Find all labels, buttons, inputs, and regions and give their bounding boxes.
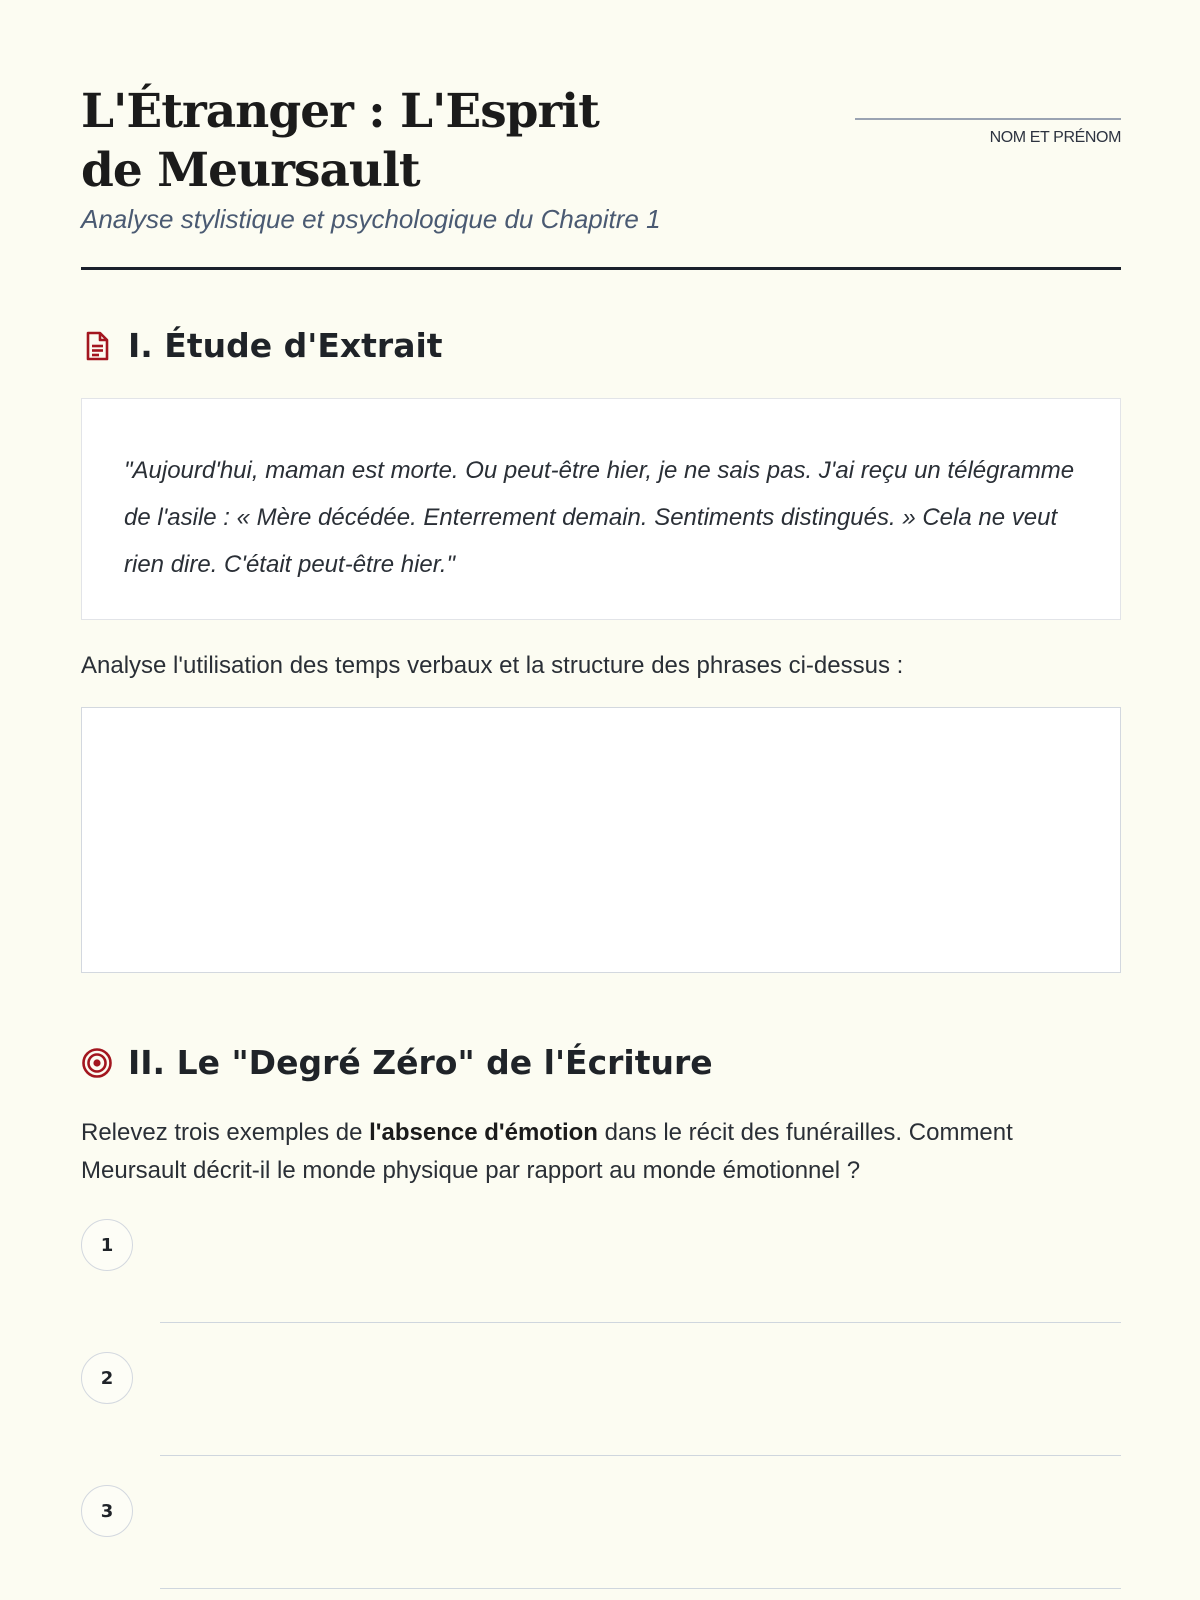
target-icon <box>81 1047 113 1079</box>
analysis-answer-box[interactable] <box>81 707 1121 973</box>
section-1-title <box>81 326 443 365</box>
answer-line[interactable] <box>160 1588 1121 1589</box>
section-2-prompt <box>81 1114 1041 1190</box>
section-2-title-text: II. Le "Degré Zéro" de l'Écriture <box>128 1043 713 1082</box>
answer-number-badge: 1 <box>81 1219 133 1271</box>
answer-row-1[interactable] <box>81 1219 1121 1353</box>
section-2-prompt-end: dans le récit des funérailles. Comment Meursault décrit-il le monde physique par rapport au monde émotionnel ? <box>81 1119 1013 1184</box>
section-2-title <box>81 1043 713 1082</box>
extract-quote: "Aujourd'hui, maman est morte. Ou peut-être hier, je ne sais pas. J'ai reçu un télégramme de l'asile : « Mère décédée. Enterrement demain. Sentiments distingués. » Cela ne veut rien dire. C'était peut-être hier." <box>124 457 1075 578</box>
page-subtitle: Analyse stylistique et psychologique du Chapitre 1 <box>81 204 661 234</box>
section-1-prompt: Analyse l'utilisation des temps verbaux et la structure des phrases ci-dessus : <box>81 652 904 679</box>
worksheet-header <box>81 0 1121 270</box>
answer-line[interactable] <box>160 1322 1121 1323</box>
answer-number-badge: 2 <box>81 1352 133 1404</box>
section-2-prompt-emphasis: l'absence d'émotion <box>369 1119 598 1146</box>
name-field[interactable] <box>855 118 1121 147</box>
extract-quote-box <box>81 398 1121 620</box>
document-icon <box>81 330 113 362</box>
page-title: L'Étranger : L'Esprit de Meursault <box>81 84 599 198</box>
section-1-title-text: I. Étude d'Extrait <box>128 326 443 365</box>
answer-row-3[interactable] <box>81 1485 1121 1600</box>
answer-line[interactable] <box>160 1455 1121 1456</box>
section-2-prompt-start: Relevez trois exemples de <box>81 1119 370 1146</box>
worksheet-page <box>81 0 1121 1522</box>
name-field-label: NOM ET PRÉNOM <box>989 129 1121 146</box>
answer-row-2[interactable] <box>81 1352 1121 1486</box>
answer-number-badge: 3 <box>81 1485 133 1537</box>
